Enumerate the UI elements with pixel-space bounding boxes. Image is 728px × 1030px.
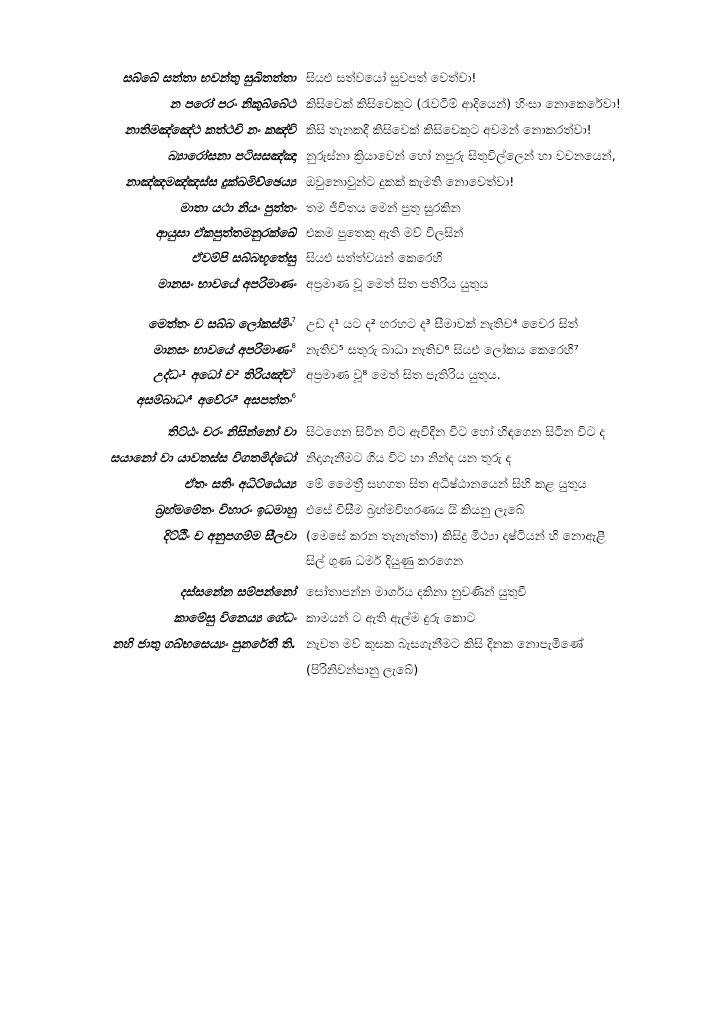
pali-verse: ආයුසා ඒකපුත්තමනුරක්ඛේ xyxy=(155,225,296,240)
pali-verse: කාමේසු විනෙය්‍ය ගේධං xyxy=(173,610,296,625)
verse-line xyxy=(0,606,728,630)
verse-line xyxy=(0,446,728,470)
pali-verse: ඒවම්පි සබ්බභූතේසු xyxy=(191,250,296,265)
pali-text: මෙත්තං ච සබ්බ ලෝකස්මිං xyxy=(148,316,292,331)
verse-line xyxy=(0,549,728,573)
verse-line xyxy=(0,388,728,412)
verse-line xyxy=(0,312,728,336)
verse-line xyxy=(0,246,728,270)
pali-verse: බ්‍රහ්මමේතං විහාරං ඉධමාහු xyxy=(155,502,296,517)
verse-line xyxy=(0,196,728,220)
pali-verse: සයානෝ වා යාවතස්ස විගතමිද්ධෝ xyxy=(110,450,296,465)
sinhala-meaning: මේ මෛත්‍රී සහගත සිත අධිෂ්ඨානයෙන් සිහි කළ යුතුය xyxy=(306,476,587,491)
pali-verse: සබ්බේ සත්තා භවන්තු සුඛිතත්තා xyxy=(122,70,296,85)
sinhala-meaning: සියළු සත්ත්වයන් කෙරෙහි xyxy=(306,250,443,265)
sinhala-meaning: (පිරිනිවන්පානු ලැබේ) xyxy=(306,662,419,677)
verse-line xyxy=(0,658,728,682)
pali-text: මානසං භාවයේ අපරිමාණං xyxy=(152,342,292,357)
sinhala-meaning: සිටගෙන සිටින විට ඇවිදින විට හෝ හිඳගෙන සිටින විට ද xyxy=(306,424,605,439)
sinhala-meaning: නැතිව⁵ සතුරු බාධා නැතිව⁶ සියළු ලෝකය කෙරෙහි⁷ xyxy=(306,342,579,357)
pali-verse: බ්‍යාරෝසනා පටිඝසඤ්ඤා xyxy=(167,148,296,163)
verse-line xyxy=(0,498,728,522)
verse-line xyxy=(0,92,728,116)
pali-verse: දිට්ඨිං ච අනුපගම්ම සීලවා xyxy=(162,528,296,543)
sinhala-meaning: නුරුස්නා ක්‍රියාවෙන් හෝ නපුරු සිතුවිල්ලෙන් හා වචනයෙන්, xyxy=(306,148,616,163)
pali-verse xyxy=(148,312,296,336)
sinhala-meaning: සියළු සත්වයෝ සුවපත් වෙත්වා! xyxy=(306,70,477,85)
sinhala-meaning: අප්‍රමාණ වූ මෙත් සිත පතිරිය යුතුය xyxy=(306,276,489,291)
footnote-marker: 7 xyxy=(291,316,296,324)
verse-line xyxy=(0,363,728,387)
pali-verse: නාඤ්ඤමඤ්ඤස්ස දුක්ඛමිච්ඡෙය්‍ය xyxy=(125,174,296,189)
footnote-marker: 8 xyxy=(291,342,296,350)
sinhala-meaning: කාමයන් ට ඇති ඇල්ම දුරු කොට xyxy=(306,610,476,625)
pali-text: උද්ධං¹ අධෝ ච² තිරියඤ්ච xyxy=(153,367,292,382)
sinhala-meaning: ඔවුනොවුන්ට දුකක් කැමති නොවෙත්වා! xyxy=(306,174,515,189)
pali-verse: දස්සනේන සම්පන්නෝ xyxy=(179,584,296,599)
pali-verse: තිට්ඨං චරං නිසින්නෝ වා xyxy=(167,424,296,439)
sinhala-meaning: නිදාගැනීමට ගිය විට හා නින්ද යන තුරු ද xyxy=(306,450,512,465)
sinhala-meaning: උඩ ද¹ යට ද² හරහට ද³ සීමාවක් නැතිව⁴ වෛර සිත් xyxy=(306,316,578,331)
verse-line xyxy=(0,272,728,296)
sinhala-meaning: (මෙසේ කරන තැනැත්තා) කිසිදු මිථ්‍යා දෘෂ්ටියන් හි නොඇළී xyxy=(306,528,606,543)
sinhala-meaning: එකම පුතෙකු ඇති මව් විලසින් xyxy=(306,225,464,240)
pali-verse xyxy=(136,388,296,412)
pali-verse: මාතා යථා නියං පුත්තං xyxy=(179,200,296,215)
verse-line xyxy=(0,632,728,656)
verse-line xyxy=(0,118,728,142)
sinhala-meaning: එසේ විසීම බ්‍රහ්මවිහරණය යි කියනු ලැබේ xyxy=(306,502,525,517)
pali-verse: න පරෝ පරං නිකුබ්බේථ xyxy=(169,96,296,111)
sinhala-meaning: සෝතාපන්න මාර්ගය දකිනා නුවණින් යුතුවී xyxy=(306,584,527,599)
pali-verse: ඒතං සතිං අධිට්ඨෙය්‍ය xyxy=(184,476,296,491)
sinhala-meaning: නැවත මව් කුසක බැසගැනීමට කිසි දිනක නොපැමිණේ xyxy=(306,636,584,651)
pali-verse: මානසං භාවයේ අපරිමාණං xyxy=(157,276,296,291)
verse-line xyxy=(0,420,728,444)
sinhala-meaning: තම ජීවිතය මෙන් පුතු සුරකින xyxy=(306,200,461,215)
sinhala-meaning: අප්‍රමාණ වූ⁸ මෙත් සිත පැතිරිය යුතුය. xyxy=(306,367,501,382)
pali-text: අසම්බාධං⁴ අවේරං⁵ අසපත්තං xyxy=(136,392,292,407)
verse-line xyxy=(0,472,728,496)
sinhala-meaning: කිසිවෙක් කිසිවෙකුට (රැවටීම් ආදියෙන්) හිංසා නොකෙරේවා! xyxy=(306,96,621,111)
verse-line xyxy=(0,66,728,90)
verse-line xyxy=(0,338,728,362)
verse-line xyxy=(0,144,728,168)
footnote-marker: 6 xyxy=(291,392,296,400)
verse-line xyxy=(0,221,728,245)
pali-verse: නහි ජාතු ගබ්භසෙය්‍යං පුනරේතී ති. xyxy=(112,636,296,651)
pali-verse: නාතිමඤ්ඤේථ කත්ථචි නං කඤ්චි xyxy=(124,122,296,137)
pali-verse xyxy=(153,338,296,362)
verse-line xyxy=(0,170,728,194)
verse-line xyxy=(0,580,728,604)
footnote-marker: 3 xyxy=(291,367,296,375)
pali-verse xyxy=(153,363,296,387)
sinhala-meaning: කිසි තැනකදී කිසිවෙක් කිසිවෙකුට අවමන් නොකරත්වා! xyxy=(306,122,592,137)
sinhala-meaning: සිල් ගුණ ධර්ම දියුණු කරගෙන xyxy=(306,553,464,568)
verse-line xyxy=(0,524,728,548)
